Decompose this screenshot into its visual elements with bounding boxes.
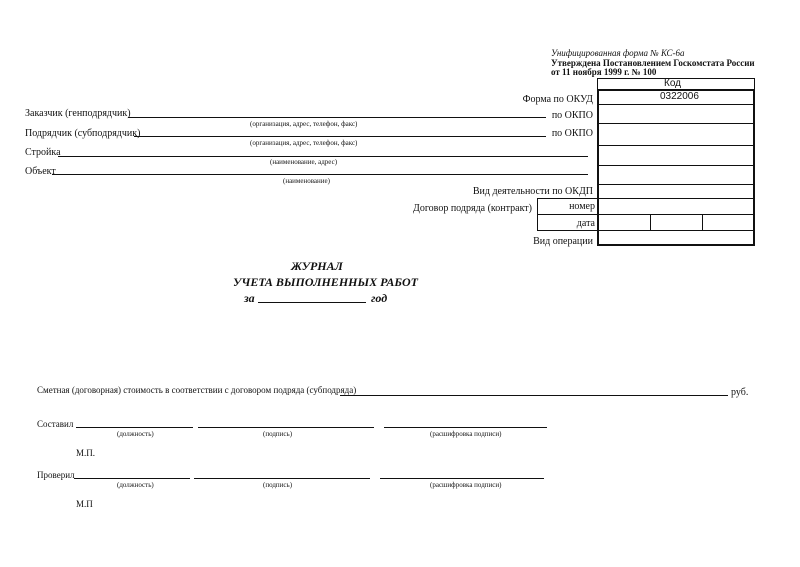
object-label: Объект bbox=[25, 166, 56, 177]
object-hint: (наименование) bbox=[283, 177, 330, 185]
code-row-sep-8 bbox=[598, 230, 754, 231]
cost-currency: руб. bbox=[731, 387, 749, 398]
checked-position-line[interactable] bbox=[74, 478, 190, 479]
compiled-position-hint: (должность) bbox=[117, 430, 154, 438]
code-row-sep-5 bbox=[598, 184, 754, 185]
form-name: Унифицированная форма № КС-6а bbox=[551, 48, 685, 58]
checked-signature-line[interactable] bbox=[194, 478, 370, 479]
code-row-sep-7 bbox=[598, 214, 754, 215]
compiled-position-line[interactable] bbox=[76, 427, 193, 428]
journal-year-label: год bbox=[371, 291, 388, 305]
compiled-signature-hint: (подпись) bbox=[263, 430, 293, 438]
code-row-sep-6 bbox=[598, 198, 754, 199]
site-label: Стройка bbox=[25, 147, 61, 158]
date-divider-1 bbox=[650, 215, 651, 230]
journal-title-1: ЖУРНАЛ bbox=[291, 259, 343, 273]
operation-label: Вид операции bbox=[533, 236, 593, 247]
journal-title-2: УЧЕТА ВЫПОЛНЕННЫХ РАБОТ bbox=[233, 275, 419, 289]
code-header: Код bbox=[664, 78, 682, 89]
okud-value[interactable]: 0322006 bbox=[660, 91, 699, 102]
number-label: номер bbox=[569, 201, 595, 212]
approved-line-1: Утверждена Постановлением Госкомстата России bbox=[551, 58, 755, 68]
contract-box-sep bbox=[537, 214, 598, 215]
cost-line[interactable] bbox=[340, 395, 728, 396]
code-box bbox=[597, 89, 755, 246]
customer-line[interactable] bbox=[128, 117, 546, 118]
date-label: дата bbox=[576, 218, 595, 229]
customer-hint: (организация, адрес, телефон, факс) bbox=[250, 120, 358, 128]
compiled-label: Составил bbox=[37, 419, 74, 429]
code-row-sep-4 bbox=[598, 165, 754, 166]
site-hint: (наименование, адрес) bbox=[270, 158, 338, 166]
date-divider-2 bbox=[702, 215, 703, 230]
contractor-hint: (организация, адрес, телефон, факс) bbox=[250, 139, 358, 147]
compiled-signature-line[interactable] bbox=[198, 427, 374, 428]
okud-label: Форма по ОКУД bbox=[522, 94, 593, 105]
okdp-label: Вид деятельности по ОКДП bbox=[472, 186, 593, 197]
journal-for-label: за bbox=[244, 291, 255, 305]
okpo-label-2: по ОКПО bbox=[551, 128, 593, 139]
approved-line-2: от 11 ноября 1999 г. № 100 bbox=[551, 67, 657, 77]
site-line[interactable] bbox=[58, 156, 588, 157]
cost-label: Сметная (договорная) стоимость в соответствии с договором подряда (субподряда) bbox=[37, 385, 357, 395]
compiled-decode-hint: (расшифровка подписи) bbox=[430, 430, 502, 438]
checked-decode-hint: (расшифровка подписи) bbox=[430, 481, 502, 489]
okpo-label-1: по ОКПО bbox=[551, 110, 593, 121]
checked-position-hint: (должность) bbox=[117, 481, 154, 489]
checked-decode-line[interactable] bbox=[380, 478, 544, 479]
contractor-label: Подрядчик (субподрядчик) bbox=[25, 128, 141, 139]
contract-label: Договор подряда (контракт) bbox=[413, 203, 532, 214]
customer-label: Заказчик (генподрядчик) bbox=[25, 108, 131, 119]
code-row-sep-2 bbox=[598, 123, 754, 124]
code-row-sep-1 bbox=[598, 104, 754, 105]
checked-signature-hint: (подпись) bbox=[263, 481, 293, 489]
object-line[interactable] bbox=[52, 174, 588, 175]
compiled-decode-line[interactable] bbox=[384, 427, 547, 428]
journal-year-line[interactable] bbox=[258, 302, 366, 303]
code-row-sep-3 bbox=[598, 145, 754, 146]
stamp-1: М.П. bbox=[76, 448, 96, 458]
checked-label: Проверил bbox=[37, 470, 75, 480]
contractor-line[interactable] bbox=[134, 136, 546, 137]
stamp-2: М.П bbox=[76, 499, 93, 509]
